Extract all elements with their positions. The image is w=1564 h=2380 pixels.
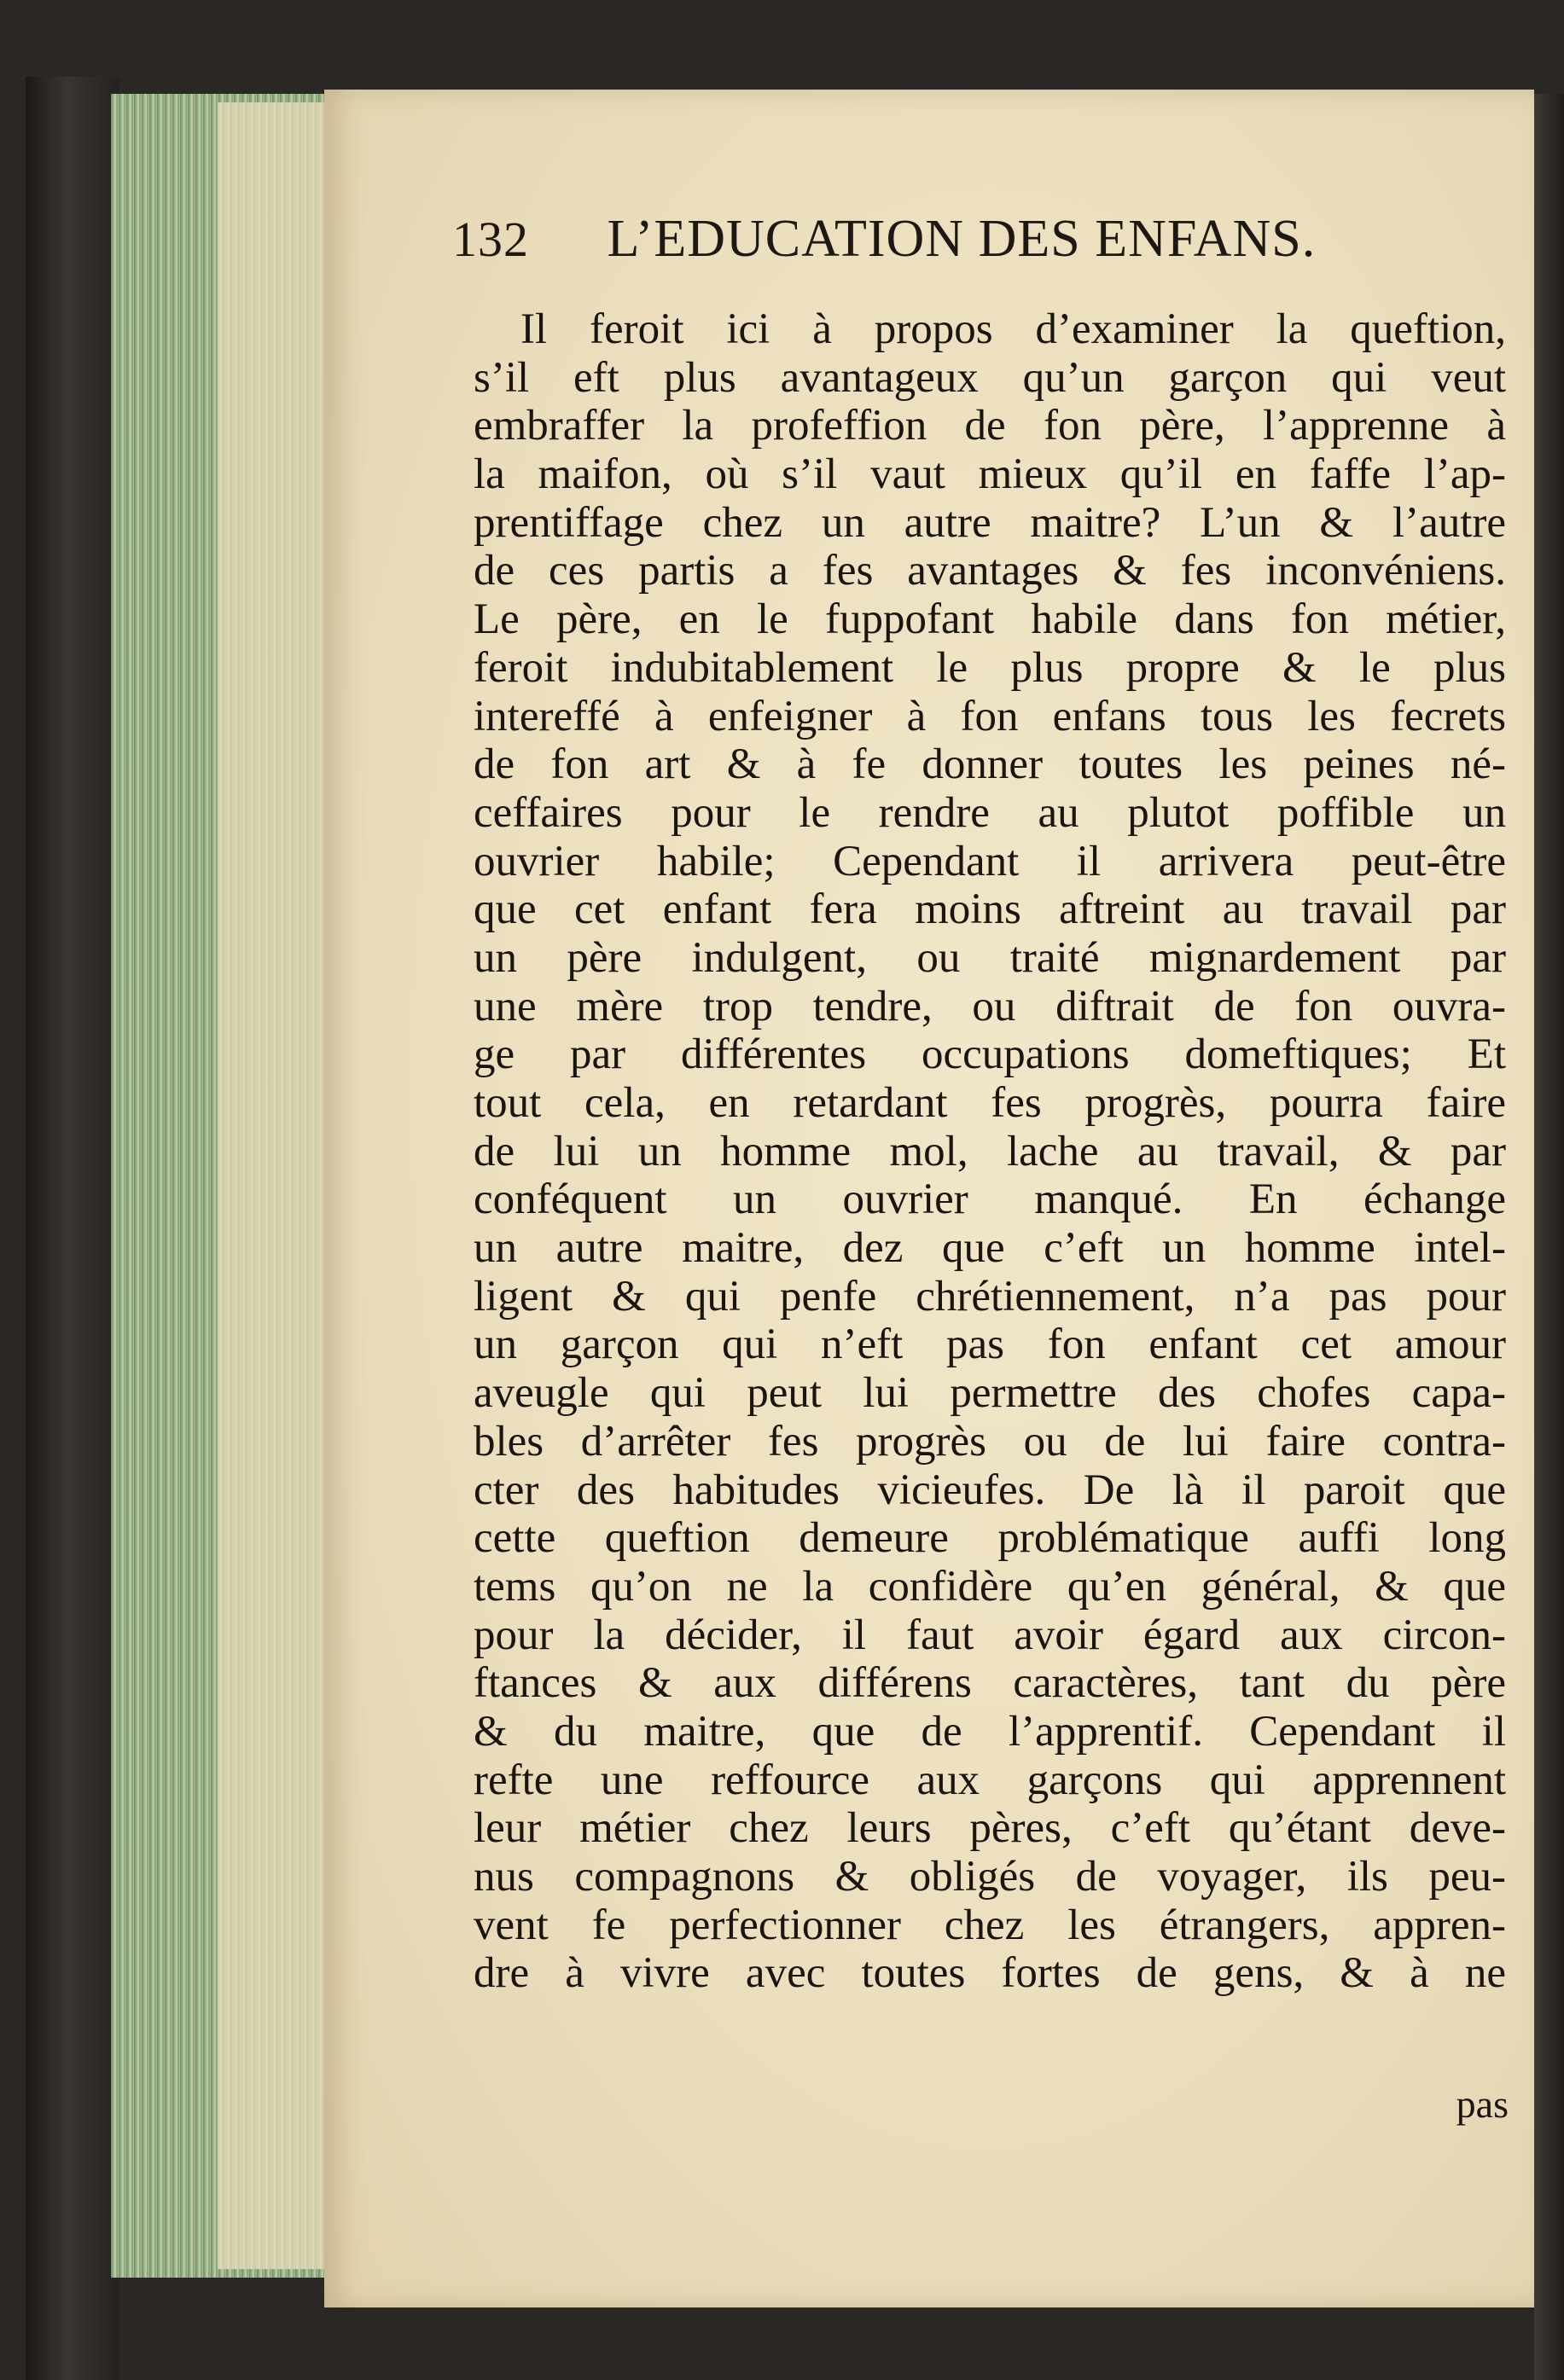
text-line: aveugle qui peut lui permettre des chofes capa-	[474, 1369, 1506, 1418]
text-line: cette queftion demeure problématique auffi long	[474, 1514, 1506, 1563]
text-line: dre à vivre avec toutes fortes de gens, & à ne	[474, 1949, 1506, 1998]
body-text	[474, 305, 1506, 1998]
text-line: que cet enfant fera moins aftreint au travail par	[474, 885, 1506, 934]
text-line: feroit indubitablement le plus propre & le plus	[474, 643, 1506, 692]
text-line: ceffaires pour le rendre au plutot poffible un	[474, 788, 1506, 837]
text-line: bles d’arrêter fes progrès ou de lui faire contra-	[474, 1417, 1506, 1466]
text-line: la maifon, où s’il vaut mieux qu’il en faffe l’ap-	[474, 450, 1506, 499]
text-line: Il feroit ici à propos d’examiner la queftion,	[520, 305, 1506, 353]
text-line: ouvrier habile; Cependant il arrivera peut-être	[474, 837, 1506, 885]
facing-page-edge	[1534, 94, 1564, 2380]
book-cover-edge	[26, 77, 119, 2380]
page-number: 132	[452, 212, 529, 267]
text-line: tout cela, en retardant fes progrès, pourra faire	[474, 1079, 1506, 1127]
text-line: de fon art & à fe donner toutes les peines né-	[474, 740, 1506, 789]
text-line: un autre maitre, dez que c’eft un homme intel-	[474, 1224, 1506, 1273]
running-header	[452, 209, 1433, 277]
text-line: nus compagnons & obligés de voyager, ils peu-	[474, 1853, 1506, 1901]
text-line: tems qu’on ne la confidère qu’en général, & que	[474, 1562, 1506, 1611]
text-line: refte une reffource aux garçons qui apprennent	[474, 1756, 1506, 1804]
text-line: pour la décider, il faut avoir égard aux circon-	[474, 1611, 1506, 1659]
text-line: ftances & aux différens caractères, tant du père	[474, 1659, 1506, 1708]
text-line: s’il eft plus avantageux qu’un garçon qui veut	[474, 353, 1506, 402]
page-edges-inner	[218, 102, 328, 2269]
text-line: & du maitre, que de l’apprentif. Cependant il	[474, 1707, 1506, 1756]
text-line: conféquent un ouvrier manqué. En échange	[474, 1175, 1506, 1224]
text-line: un père indulgent, ou traité mignardement par	[474, 933, 1506, 982]
text-line: cter des habitudes vicieufes. De là il paroit que	[474, 1466, 1506, 1514]
text-line: Le père, en le fuppofant habile dans fon métier,	[474, 595, 1506, 644]
text-line: intereffé à enfeigner à fon enfans tous les fecrets	[474, 692, 1506, 740]
running-title: L’EDUCATION DES ENFANS.	[607, 210, 1317, 268]
catchword: pas	[1456, 2082, 1509, 2126]
text-line: embraffer la profeffion de fon père, l’apprenne à	[474, 402, 1506, 450]
text-line: prentiffage chez un autre maitre? L’un & l’autre	[474, 498, 1506, 547]
text-line: ge par différentes occupations domeftiques; Et	[474, 1030, 1506, 1079]
text-line: de ces partis a fes avantages & fes inconvéniens.	[474, 547, 1506, 595]
text-line: vent fe perfectionner chez les étrangers, appren-	[474, 1901, 1506, 1949]
text-line: un garçon qui n’eft pas fon enfant cet amour	[474, 1321, 1506, 1369]
text-line: ligent & qui penfe chrétiennement, n’a pas pour	[474, 1272, 1506, 1321]
text-line: une mère trop tendre, ou diftrait de fon ouvra-	[474, 982, 1506, 1030]
text-line: de lui un homme mol, lache au travail, & par	[474, 1127, 1506, 1175]
text-line: leur métier chez leurs pères, c’eft qu’étant deve-	[474, 1804, 1506, 1853]
